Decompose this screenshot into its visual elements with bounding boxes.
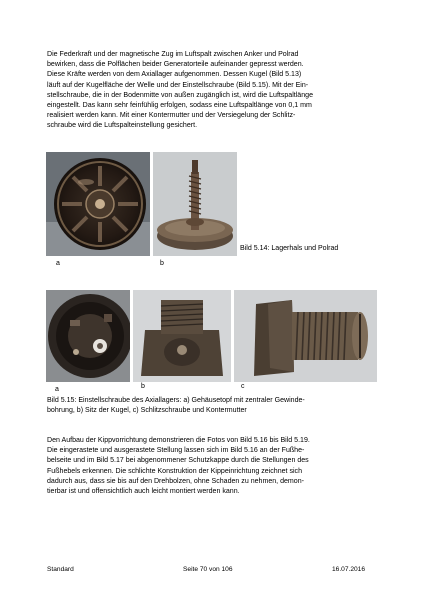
text-line: stellschraube, die in der Bodenmitte von außen zugänglich ist, wird die Luftspaltlänge	[47, 91, 313, 99]
figure-caption-5-14	[240, 244, 338, 253]
caption-text: : Lagerhals und Polrad	[267, 245, 339, 252]
label-b: b	[141, 383, 145, 390]
text-line: realisiert werden kann. Mit einer Kontermutter und der Versiegelung der Schlitz-	[47, 112, 296, 120]
caption-number: Bild 5.15	[47, 397, 75, 404]
figure-caption-5-15	[47, 396, 387, 416]
caption-number: Bild 5.14	[240, 245, 268, 252]
label-b: b	[160, 260, 164, 267]
label-a: a	[56, 260, 60, 267]
text-line: Fußhebels erkennen. Die schlichte Konstruktion der Kippeinrichtung zeichnet sich	[47, 467, 303, 475]
text-line: dadurch aus, dass sie bis auf den Drehbolzen, ohne Schaden zu nehmen, demon-	[47, 477, 304, 485]
text-line: Die eingerastete und ausgerastete Stellung lassen sich im Bild 5.16 an der Fußhe-	[47, 447, 305, 455]
text-line: Diese Kräfte werden von dem Axiallager aufgenommen. Dessen Kugel (Bild 5.13)	[47, 71, 302, 79]
text-line: Den Aufbau der Kippvorrichtung demonstrieren die Fotos von Bild 5.16 bis Bild 5.19.	[47, 437, 310, 444]
text-line: läuft auf der Kugelfläche der Welle und der Einstellschraube (Bild 5.15). Mit der Ein-	[47, 81, 309, 89]
photo-polrad	[46, 152, 150, 256]
text-line: tierbar ist und offensichtlich auch leicht montiert werden kann.	[47, 488, 240, 496]
text-line: bewirken, dass die Polflächen beider Generatorteile aufeinander gepresst werden.	[47, 61, 304, 69]
text-line: eingestellt. Das kann sehr feinfühlig erfolgen, sodass eine Luftspaltlänge von 0,1 mm	[47, 102, 312, 110]
footer-date: 16.07.2016	[332, 566, 366, 573]
caption-line	[47, 396, 387, 406]
text-line: Die Federkraft und der magnetische Zug im Luftspalt zwischen Anker und Polrad	[47, 51, 299, 58]
kippvorrichtung-paragraph	[47, 436, 383, 497]
photo-schlitzschraube	[234, 290, 377, 382]
photo-gehaeusetopf	[46, 290, 130, 382]
footer-page-number: Seite 70 von 106	[183, 566, 233, 573]
footer-left: Standard	[47, 566, 74, 573]
photo-lagerhals	[153, 152, 237, 256]
intro-paragraph	[47, 50, 383, 132]
text-line: schraube wird die Luftspalteinstellung gesichert.	[47, 122, 198, 130]
label-a: a	[55, 386, 59, 393]
photo-sitz-kugel	[133, 290, 231, 382]
text-line: belseite und im Bild 5.17 bei abgenommener Schutzkappe durch die Stellungen des	[47, 457, 309, 465]
label-c: c	[241, 383, 245, 390]
caption-text: : Einstellschraube des Axiallagers: a) Gehäusetopf mit zentraler Gewinde-	[74, 397, 305, 404]
caption-line: bohrung, b) Sitz der Kugel, c) Schlitzschraube und Kontermutter	[47, 407, 247, 415]
